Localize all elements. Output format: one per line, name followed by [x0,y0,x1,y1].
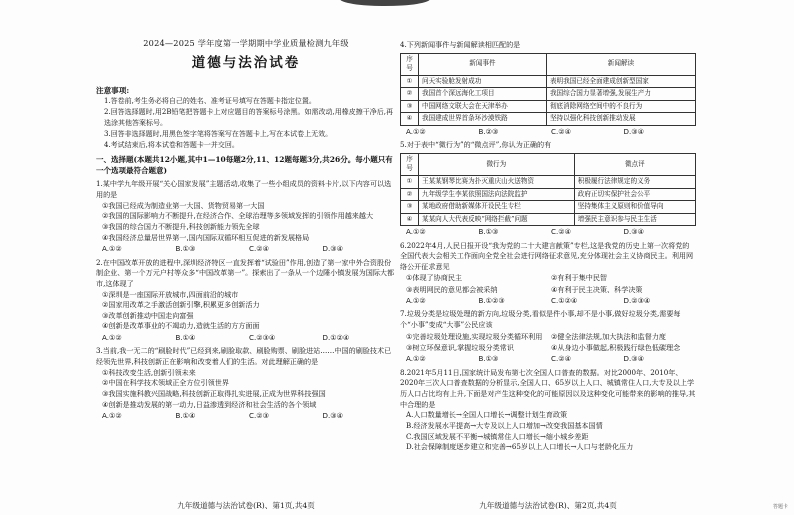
option-a: A.①② [102,333,122,343]
question-stem: 7.垃圾分类是垃圾处理的新方向,垃圾分类,看似是件小事,却不是小事,做好垃圾分类,需要每个“小事”变成“大事”公民应该 [400,309,681,330]
statement: ②有利于集中民智 [551,273,608,283]
table-row [401,188,696,201]
table-row [401,88,696,101]
option-b: B.①③ [478,227,499,237]
exam-title: 2024—2025 学年度第一学期期中学业质量检测九年级 [143,38,349,48]
statement: ③树立环保意识,掌握垃圾分类常识 [406,343,514,353]
table-header: 序号 [401,153,419,175]
table-cell: 某地政府借助新媒体开设民生专栏 [419,201,575,214]
question-stem: 4.下列新闻事件与新闻解读相匹配的是 [400,40,521,49]
options [400,353,696,364]
table-header: 新闻事件 [419,53,547,75]
table-cell: ② [401,88,419,101]
statement: ②国家用改革之手激活创新引擎,积累更多创新活力 [102,300,260,310]
table-cell: ③ [401,100,419,113]
option-d: D.③④ [322,244,343,254]
table-row [401,201,696,214]
options [400,295,696,306]
question-stem: 3.当前,我一无二的“刷脸时代”已经到来,刷脸取款、刷脸购票、刷脸进站……中国的刷脸技术已经领先世界,科技创新正在影响和改变着人们的生活。对此理解正确的是 [96,346,392,367]
question-6 [400,241,696,307]
page-footer: 九年级道德与法治试卷(R)、第1页,共4页 [177,501,315,510]
page-left [96,0,396,515]
option-d: D.③④ [322,411,343,421]
statement: ①深圳是一座国际开放城市,四面前沿的城市 [102,289,239,299]
option-a: A.①② [406,296,426,306]
question-4 [400,40,696,137]
question-stem: 2.在中国改革开放的进程中,深圳经济特区一直发挥着“试验田”作用,创造了第一家中外合资股份制企业、第一个万元户村等众多“中国改革第一”。探索出了一条从一个边陲小镇发展为国际大都市,这体现了 [96,257,395,288]
statement: ①体现了协商民主 [406,273,463,283]
options [96,410,396,421]
question-stem: 6.2022年4月,人民日报开设“我为党的二十大建言献策”专栏,这是我党的历史上第一次将党的全国代表大会相关工作面向全党全社会进行网络征求意见,充分体现社会主义协商民主。利用网络公开征求意见 [400,240,694,271]
options [400,126,696,137]
table-cell: 王某某钢琴比赛为扑灭重庆山火送物资 [419,176,575,189]
table-cell: 积极履行法律规定的义务 [574,176,695,189]
statement: ①科技改变生活,创新引领未来 [102,367,196,377]
option-d: D.③④ [623,126,644,136]
statement: ②我国的国际影响力不断提升,在经济合作、全球治理等多领域发挥的引领作用越来越大 [102,211,374,221]
statement: ③我国实施科教兴国战略,科技创新正取得扎实进展,正成为世界科技强国 [102,389,326,398]
statement: ④有利于民主决策、科学决策 [551,284,643,294]
table-cell: 某某向人大代表反映“网络拦截”问题 [419,213,575,226]
table-row [401,113,696,126]
table-cell: ④ [401,213,419,226]
table-cell: ② [401,188,419,201]
question-stem: 5.对于表中“微行为”的“微点评”,你认为正确的有 [400,140,552,150]
option-d: D.②③④ [623,296,651,306]
question-7 [400,309,696,364]
statements-row [400,284,696,295]
option-c: C.②③ [249,411,269,421]
option-c: C.①②④ [551,296,578,306]
table-cell: 九年级学生李某依照国法向法院监护 [419,188,575,201]
section-heading: 一、选择题(本题共12小题,其中1—10每题2分,11、12题每题3分,共26分。每小题只有一个选项最符合题意) [96,154,393,175]
option-a: A.①② [102,244,122,254]
statement: ③表明网民的意见都会被采纳 [406,284,498,294]
news-table [400,53,696,126]
option-b: B.②③ [478,126,499,136]
notes-heading: 注意事项: [96,86,130,96]
statements-row [400,331,696,342]
option-a: A.①② [406,126,426,136]
table-cell: 坚持以强化科技创新推动发展 [546,113,695,126]
option-c: C.②④ [551,227,571,237]
options [400,226,696,237]
table-cell: 政府正切实保护社会公平 [574,188,695,201]
behavior-table [400,153,696,226]
statement: ②健全法律法规,加大执法和监督力度 [551,331,667,341]
subject-title: 道德与法治试卷 [191,54,301,71]
option-a: A.①② [406,227,426,237]
table-row [401,75,696,88]
option-c: C.②④ [249,244,269,254]
statement: ④创新是改革事业的不竭动力,造就生活的方方面面 [102,321,260,331]
option-c: C.②③④ [249,333,276,343]
option-c: C.②④ [551,354,571,364]
option-b: B.①④ [175,333,196,343]
table-cell: ④ [401,113,419,126]
table-cell: 表明我国已经全面建成创新型国家 [546,75,695,88]
option-d: D.③④ [623,354,644,364]
table-header: 微行为 [419,153,575,175]
statements-row [400,342,696,353]
statements-row [400,272,696,283]
statement: ④从身边小事做起,积极践行绿色低碳理念 [551,343,681,353]
table-row [401,213,696,226]
table-cell: 问天实验舱发射成功 [419,75,547,88]
option-b: B.经济发展水平提高→大专及以上人口增加→改变我国基本国情 [406,421,603,430]
options [96,243,396,254]
corner-mark: 答题卡 [772,503,788,510]
table-header: 微点评 [574,153,695,175]
table-cell: 彻底消除网络空间中的不良行为 [546,100,695,113]
page-right [400,0,696,515]
option-d: D.社会保障制度逐步建立和完善→65岁以上人口增长→人口与老龄化压力 [406,442,634,452]
table-row [401,100,696,113]
question-2 [96,258,396,344]
table-cell: 坚持集体主义原则和价值导向 [574,201,695,214]
option-a: A.①② [406,354,426,364]
option-c: C.我国区域发展不平衡→城镇常住人口增长→缩小城乡差距 [406,431,589,441]
option-a: A.①② [102,411,122,421]
statement: ②中国在科学技术领域正全方位引领世界 [102,378,229,388]
table-cell: 我国综合国力显著增强,发展生产力 [546,88,695,101]
statement: ①我国已经成为制造业第一大国、货物贸易第一大国 [102,200,265,210]
option-b: B.①②③ [478,296,505,306]
table-cell: 增强民主意识参与民主生活 [574,213,695,226]
statement: ④我国经济总量居世界第一,国内国际双循环相互促进的新发展格局 [102,232,310,242]
table-header: 新闻解读 [546,53,695,75]
option-a: A.人口数量增长→全国人口增长→调整计划生育政策 [406,410,568,420]
option-b: B.①③ [175,244,196,254]
table-cell: 我国首个深远海化工项目 [419,88,547,101]
question-stem: 8.2021年5月11日,国家统计局发布第七次全国人口普查的数据。对比2000年、2010年、2020年三次人口普查数据的分析显示,全国人口、65岁以上人口、城镇常住人口,大专及以上学历人口占比均有上升,下面是对产生这种变化的可能原因以及这种变化可能带来的影响的推导,其中合理的是 [400,367,696,409]
table-header: 序号 [401,53,419,75]
question-1 [96,179,396,254]
table-row [401,176,696,189]
table-cell: ① [401,75,419,88]
question-8 [400,368,696,453]
table-cell: 我国建成世界首条环沙漠铁路 [419,113,547,126]
question-stem: 1.某中学九年级开展“关心国家发展”主题活动,收集了一些小组成员的资料卡片,以下内容可以选用的是 [96,179,392,200]
option-d: D.①②④ [322,333,350,343]
statement: ③改革创新推动中国走向富强 [102,310,194,320]
question-5 [400,140,696,237]
option-c: C.②④ [551,126,571,136]
note-item: 2.回答选择题时,用2B铅笔把答题卡上对应题目的答案标号涂黑。如需改动,用橡皮擦干净后,再选涂其他答案标号。 [104,108,393,128]
table-cell: ① [401,176,419,189]
option-b: B.①④ [175,411,196,421]
table-cell: ③ [401,201,419,214]
note-item: 4.考试结束后,将本试卷和答题卡一并交回。 [104,140,239,149]
page-footer: 九年级道德与法治试卷(R)、第2页,共4页 [479,501,617,510]
option-b: B.①③ [478,354,499,364]
note-item: 1.答卷前,考生务必将自己的姓名、准考证号填写在答题卡指定位置。 [104,97,316,106]
statement: ①完善垃圾处理设施,实现垃圾分类循环利用 [406,331,543,341]
option-d: D.③④ [623,227,644,237]
table-cell: 中国网络文联大会在天津举办 [419,100,547,113]
note-item: 3.回答非选择题时,用黑色签字笔将答案写在答题卡上,写在本试卷上无效。 [104,129,333,138]
question-3 [96,346,396,421]
statement: ④创新是推动发展的第一动力,日益渗透到经济和社会生活的各个领域 [102,399,317,409]
statement: ③我国的综合国力不断提升,科技创新能力领先全球 [102,221,260,231]
options [96,332,396,343]
